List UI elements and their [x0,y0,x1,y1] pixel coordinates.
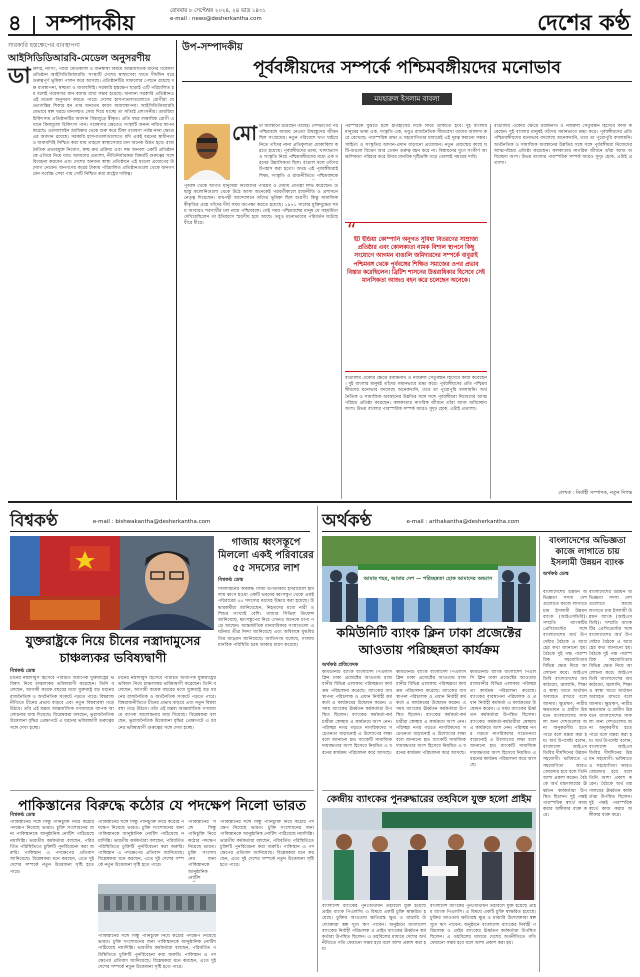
economy-email: e-mail : arthakantha@desherkantha.com [406,518,520,525]
header-email: e-mail : news@desherkantha.com [170,15,262,22]
economy-section-header [322,508,632,532]
world-section-header [10,508,310,532]
isdb-article [543,536,632,581]
isdb-headline: বাংলাদেশের অভিজ্ঞতা কাজে লাগাতে চায় ইসলামী উন্নয়ন ব্যাংক [549,536,626,568]
community-bank-col2: কমিউনিটি ব্যাংক বাংলাদেশ পিএলসি ক্লিন ঢাকা প্রজেক্টের আওতায় রাজধানীর বিভিন্ন এলাকায় পরিচ্ছন্নতা কার্যক্রম পরিচালনা করেছে। ব্যাংকের ব্যবস্থাপনা পরিচালক ও প্রধান নির্বাহী কর্মকর্তা এ কার্যক্রমের উদ্বোধন করেন। এ সময় ব্যাংকের ঊর্ধ্বতন কর্মকর্তারা উপস্থিত ছিলেন। ব্যাংকের কর্মকর্তা-কর্মচারীরা স্বেচ্ছায় এ কার্যক্রমে অংশ নেন। পরিচ্ছন্ন নগর গড়তে নাগরিকদের সচেতনতা বাড়ানোই এ উদ্যোগের লক্ষ্য বলে জানানো হয়। ব্যাংকটি সামাজিক দায়বদ্ধতার অংশ হিসেবে নিয়মিত এ ধরনের কার্যক্রম পরিচালনা করে আসছে। [396,670,466,756]
prime-bank-col1: বাংলাদেশ ব্যাংকের পুনঃঅর্থায়ন তহবিলে যুক্ত হয়েছে প্রাইম ব্যাংক পিএলসি। এ বিষয়ে একটি চুক্তি স্বাক্ষরিত হয়েছে। চুক্তির আওতায় ক্ষতিগ্রস্ত ক্ষুদ্র ও মাঝারি উদ্যোক্তারা স্বল্প সুদে ঋণ পাবেন। অনুষ্ঠানে বাংলাদেশ ব্যাংকের নির্বাহী পরিচালক ও প্রাইম ব্যাংকের ঊর্ধ্বতন কর্মকর্তারা উপস্থিত ছিলেন। এ তহবিলের মাধ্যমে দেশের অর্থনীতিতে গতি ফেরানো সম্ভব হবে বলে আশা প্রকাশ করা হয়। [322,904,426,953]
prime-bank-headline: কেন্দ্রীয় ব্যাংকের পুনরুদ্ধারের তহবিলে যুক্ত হলো প্রাইম [322,790,536,823]
prime-bank-col2: বাংলাদেশ ব্যাংকের পুনঃঅর্থায়ন তহবিলে যুক্ত হয়েছে প্রাইম ব্যাংক পিএলসি। এ বিষয়ে একটি চুক্তি স্বাক্ষরিত হয়েছে। চুক্তির আওতায় ক্ষতিগ্রস্ত ক্ষুদ্র ও মাঝারি উদ্যোক্তারা স্বল্প সুদে ঋণ পাবেন। অনুষ্ঠানে বাংলাদেশ ব্যাংকের নির্বাহী পরিচালক ও প্রাইম ব্যাংকের ঊর্ধ্বতন কর্মকর্তারা উপস্থিত ছিলেন। এ তহবিলের মাধ্যমে দেশের অর্থনীতিতে গতি ফেরানো সম্ভব হবে বলে আশা প্রকাশ করা হয়। [430,904,536,947]
divider [539,536,540,972]
divider [317,506,318,972]
china-body-col1: চীনের নস্ত্রাদামুস হিসেবে পরিচিত অধ্যাপক যুক্তরাষ্ট্রের ভবিষ্যৎ নিয়ে চাঞ্চল্যকর ভবিষ্যদ্বাণী করেছেন। তিনি বলেছেন, আগামী কয়েক বছরের মধ্যে যুক্তরাষ্ট্র বড় ধরনের রাজনৈতিক ও অর্থনৈতিক সংকটে পড়তে পারে। বিশ্বরাজনীতিতে চীনের প্রভাব বাড়বে এবং নতুন বিশ্বব্যবস্থা গড়ে উঠবে। তাঁর এই মন্তব্য আন্তর্জাতিক গণমাধ্যমে ব্যাপক আলোচনার জন্ম দিয়েছে। বিশ্লেষকরা বলছেন, ভূরাজনৈতিক উত্তেজনা বৃদ্ধির প্রেক্ষাপটে এ ধরনের ভবিষ্যদ্বাণী গুরুত্বের সঙ্গে দেখা হচ্ছে। [10,676,114,731]
india-body-col3: পাকিস্তানের সঙ্গে সিন্ধু পানিচুক্তি নিয়ে কঠোর পদক্ষেপ নিয়েছে ভারত। চুক্তি সংশোধনের জন্য পাকিস্তানকে আনুষ্ঠানিক নোটিশ পাঠিয়েছে নয়াদিল্লি। ভারতীয় কর্মকর্তারা বলছেন, পরিবর্তিত পরিস্থিতিতে চুক্তিটি পুনর্বিবেচনা করা জরুরি। পাকিস্তান এ পদক্ষেপের প্রতিবাদ জানিয়েছে। বিশ্লেষকরা মনে করছেন, এতে দুই দেশের সম্পর্কে নতুন উত্তেজনা সৃষ্টি হতে পারে। [98,934,216,970]
quote-text: ইট ইন্ডিয়া কোম্পানি অনুগত সুবিধা বিতরণের সাম্রাজ্য প্রতিষ্ঠার এবং কোলকাতা নামক বিশাল স্থাপনে কিছু সংযোগে আগমন বাঙালি জমিদারদের সম্পর্কে বাবুরাই পশ্চিমবঙ্গ থেকে পূর্ববঙ্গের শিক্ষিত সমাজের ওপর প্রভাব বিস্তার করেছিলেন। ব্রিটিশ শাসনের উত্তরাধিকার হিসেবে সেই মানসিকতা আজও বহন করে চলেছেন অনেকে। [347,237,485,285]
banner-text: আমার শহর, আমার দেশ — পরিচ্ছন্নতা হোক আমাদের অভ্যাস [363,576,493,582]
editorial-column [8,40,174,500]
india-body-col4: পাকিস্তানের সঙ্গে সিন্ধু পানিচুক্তি নিয়ে কঠোর পদক্ষেপ নিয়েছে ভারত। চুক্তি সংশোধনের জন্য পাকিস্তানকে আনুষ্ঠানিক নোটিশ পাঠিয়েছে নয়াদিল্লি। ভারতীয় কর্মকর্তারা বলছেন, পরিবর্তিত পরিস্থিতিতে চুক্তিটি পুনর্বিবেচনা করা জরুরি। পাকিস্তান এ পদক্ষেপের প্রতিবাদ জানিয়েছে। বিশ্লেষকরা মনে করছেন, এতে দুই দেশের সম্পর্কে নতুন উত্তেজনা সৃষ্টি হতে পারে। [220,820,314,869]
date-text: রোববার ৮ সেপ্টেম্বর ২০২৪, ২৪ ভাদ্র ১৪৩১ [170,8,266,14]
china-body-col2: চীনের নস্ত্রাদামুস হিসেবে পরিচিত অধ্যাপক যুক্তরাষ্ট্রের ভবিষ্যৎ নিয়ে চাঞ্চল্যকর ভবিষ্যদ্বাণী করেছেন। তিনি বলেছেন, আগামী কয়েক বছরের মধ্যে যুক্তরাষ্ট্র বড় ধরনের রাজনৈতিক ও অর্থনৈতিক সংকটে পড়তে পারে। বিশ্বরাজনীতিতে চীনের প্রভাব বাড়বে এবং নতুন বিশ্বব্যবস্থা গড়ে উঠবে। তাঁর এই মন্তব্য আন্তর্জাতিক গণমাধ্যমে ব্যাপক আলোচনার জন্ম দিয়েছে। বিশ্লেষকরা বলছেন, ভূরাজনৈতিক উত্তেজনা বৃদ্ধির প্রেক্ষাপটে এ ধরনের ভবিষ্যদ্বাণী গুরুত্বের সঙ্গে দেখা হচ্ছে। [118,676,216,731]
prime-bank-photo [322,808,536,900]
op-ed-byline: লেখক : নির্বাহী সম্পাদক, নতুন দিগন্ত [558,490,632,496]
op-ed-col-1 [232,121,338,180]
section-name: সম্পাদকীয় [46,10,135,35]
india-body-col2: পাকিস্তানের সঙ্গে সিন্ধু পানিচুক্তি নিয়ে কঠোর পদক্ষেপ নিয়েছে ভারত। চুক্তি সংশোধনের জন্য পাকিস্তানকে আনুষ্ঠানিক নোটিশ পাঠিয়েছে নয়াদিল্লি। ভারতীয় কর্মকর্তারা বলছেন, পরিবর্তিত পরিস্থিতিতে চুক্তিটি পুনর্বিবেচনা করা জরুরি। পাকিস্তান এ পদক্ষেপের প্রতিবাদ জানিয়েছে। বিশ্লেষকরা মনে করছেন, এতে দুই দেশের সম্পর্কে নতুন উত্তেজনা সৃষ্টি হতে পারে। [98,820,184,869]
page-masthead [8,7,135,42]
world-email: e-mail : bishwakantha@desherkantha.com [92,518,211,525]
community-bank-headline: কমিউনিটি ব্যাংক ক্লিন ঢাকা প্রজেক্টের আওতায় পরিচ্ছন্নতা কার্যক্রম [336,625,522,657]
economy-section-title: অর্থকণ্ঠ [322,511,372,531]
op-ed-section [182,40,632,109]
divider [176,40,177,500]
brand-logo: দেশের কণ্ঠ [537,10,630,36]
gaza-headline: গাজায় ধ্বংসস্তূপে মিললো একই পরিবারের ৫৫ সদস্যের লাশ [218,537,314,574]
divider [490,124,491,499]
isdb-col2: বাংলাদেশের উন্নয়ন অভিজ্ঞতা সদস্য দেশগুলোতে কাজে লাগাতে চায় ইসলামী উন্নয়ন ব্যাংক (আইএসডিবি)। সম্প্রতি ব্যাংকটির প্রেসিডেন্টের সঙ্গে বাংলাদেশের অর্থ উপদেষ্টার বৈঠকে এ আগ্রহের কথা জানানো হয়। বৈঠকে দুই পক্ষ পারস্পরিক সহযোগিতার বিভিন্ন ক্ষেত্র নিয়ে আলোচনা করে। আইএসডিবি বাংলাদেশের অবকাঠামো, জ্বালানি, শিক্ষা ও স্বাস্থ্য খাতে অর্থায়ন অব্যাহত রাখবে বলে জানায়। ক্ষুদ্রঋণ, নারীর ক্ষমতায়ন ও গ্রামীণ উন্নয়নে বাংলাদেশের সাফল্য অন্য দেশগুলোর জন্য অনুকরণীয় হতে পারে বলে মন্তব্য করা হয়। অর্থ উপদেষ্টা বলেন, বাংলাদেশ আইএসডিবির দীর্ঘদিনের উন্নয়ন সহযোগী। ভবিষ্যতে এ সহযোগিতা আরও জোরদার হবে বলে তিনি আশা প্রকাশ করেন। বৈঠকে অর্থ মন্ত্রণালয়ের ঊর্ধ্বতন কর্মকর্তারা উপস্থিত ছিলেন। দুই পক্ষই পারস্পরিক স্বার্থে কাজ করার অঙ্গীকার ব্যক্ত করে। [589,590,632,819]
editorial-kicker: সারকারি হস্তক্ষেপের ব্যবস্থাপনা [8,42,80,49]
op-ed-col-2b: বাঙালির ঐক্যের ক্ষেত্রে রবীন্দ্রনাথ ও নজরুল সেতুবন্ধন হিসেবে কাজ করেছেন। দুই বাংলার মানুষই তাঁদের সমানভাবে শ্রদ্ধা করে। পূর্ববঙ্গীয়দের প্রতি পশ্চিমবঙ্গীয়দের মনোভাব বদলেছে অনেকখানি, তবে তা পুরোপুরি বদলায়নি। অর্থনৈতিক ও সামাজিক অবস্থানের উন্নতির সঙ্গে সঙ্গে পূর্ববঙ্গীয়রা নিজেদের আত্মপরিচয় প্রতিষ্ঠা করেছেন। কলকাতার নাগরিক জীবনে তাঁরা আজ অবিচ্ছেদ্য অংশ। উভয় বাংলার পারস্পরিক সম্পর্ক আরও সুদৃঢ় হোক, এটাই প্রত্যাশা। [345,376,487,413]
pull-quote [345,222,487,372]
editorial-dropcap: ডা [8,64,31,89]
community-bank-col3: কমিউনিটি ব্যাংক বাংলাদেশ পিএলসি ক্লিন ঢাকা প্রজেক্টের আওতায় রাজধানীর বিভিন্ন এলাকায় পরিচ্ছন্নতা কার্যক্রম পরিচালনা করেছে। ব্যাংকের ব্যবস্থাপনা পরিচালক ও প্রধান নির্বাহী কর্মকর্তা এ কার্যক্রমের উদ্বোধন করেন। এ সময় ব্যাংকের ঊর্ধ্বতন কর্মকর্তারা উপস্থিত ছিলেন। ব্যাংকের কর্মকর্তা-কর্মচারীরা স্বেচ্ছায় এ কার্যক্রমে অংশ নেন। পরিচ্ছন্ন নগর গড়তে নাগরিকদের সচেতনতা বাড়ানোই এ উদ্যোগের লক্ষ্য বলে জানানো হয়। ব্যাংকটি সামাজিক দায়বদ্ধতার অংশ হিসেবে নিয়মিত এ ধরনের কার্যক্রম পরিচালনা করে আসছে। [470,670,536,769]
india-headline: পাকিস্তানের বিরুদ্ধে কঠোর যে পদক্ষেপ নিলো ভারত [10,790,314,818]
author-photo [184,124,230,180]
isdb-col1: বাংলাদেশের উন্নয়ন অভিজ্ঞতা সদস্য দেশগুলোতে কাজে লাগাতে চায় ইসলামী উন্নয়ন ব্যাংক (আইএসডিবি)। সম্প্রতি ব্যাংকটির প্রেসিডেন্টের সঙ্গে বাংলাদেশের অর্থ উপদেষ্টার বৈঠকে এ আগ্রহের কথা জানানো হয়। বৈঠকে দুই পক্ষ পারস্পরিক সহযোগিতার বিভিন্ন ক্ষেত্র নিয়ে আলোচনা করে। আইএসডিবি বাংলাদেশের অবকাঠামো, জ্বালানি, শিক্ষা ও স্বাস্থ্য খাতে অর্থায়ন অব্যাহত রাখবে বলে জানায়। ক্ষুদ্রঋণ, নারীর ক্ষমতায়ন ও গ্রামীণ উন্নয়নে বাংলাদেশের সাফল্য অন্য দেশগুলোর জন্য অনুকরণীয় হতে পারে বলে মন্তব্য করা হয়। অর্থ উপদেষ্টা বলেন, বাংলাদেশ আইএসডিবির দীর্ঘদিনের উন্নয়ন সহযোগী। ভবিষ্যতে এ সহযোগিতা আরও জোরদার হবে বলে তিনি আশা প্রকাশ করেন। বৈঠকে অর্থ মন্ত্রণালয়ের ঊর্ধ্বতন কর্মকর্তারা উপস্থিত ছিলেন। দুই পক্ষই পারস্পরিক স্বার্থে কাজ করার অঙ্গীকার ব্যক্ত করে। [543,590,587,819]
world-section-title: বিশ্বকণ্ঠ [10,511,58,531]
editorial-title: আইসিডিডিআরবি-মেডেল অনুসরণীয় [8,53,151,64]
op-ed-col-3: বাঙালির ঐক্যের ক্ষেত্রে রবীন্দ্রনাথ ও নজরুল সেতুবন্ধন হিসেবে কাজ করেছেন। দুই বাংলার মানুষই তাঁদের সমানভাবে শ্রদ্ধা করে। পূর্ববঙ্গীয়দের প্রতি পশ্চিমবঙ্গীয়দের মনোভাব বদলেছে অনেকখানি, তবে তা পুরোপুরি বদলায়নি। অর্থনৈতিক ও সামাজিক অবস্থানের উন্নতির সঙ্গে সঙ্গে পূর্ববঙ্গীয়রা নিজেদের আত্মপরিচয় প্রতিষ্ঠা করেছেন। কলকাতার নাগরিক জীবনে তাঁরা আজ অবিচ্ছেদ্য অংশ। উভয় বাংলার পারস্পরিক সম্পর্ক আরও সুদৃঢ় হোক, এটাই প্রত্যাশা। [494,124,632,167]
china-headline: যুক্তরাষ্ট্রকে নিয়ে চীনের নস্ত্রাদামুসের চাঞ্চল্যকর ভবিষ্যদ্বাণী [25,633,201,665]
gaza-byline: বিশ্বকণ্ঠ ডেস্ক [218,577,244,583]
op-ed-title: পূর্ববঙ্গীয়দের সম্পর্কে পশ্চিমবঙ্গীয়দের মনোভাব [182,57,632,82]
op-ed-col-2: পরস্পরকে বুঝতে হলে ইতিহাসের দিকে ফিরে তাকাতে হবে। দুই বাংলার মানুষের ভাষা এক, সংস্কৃতি এক, তবুও রাজনৈতিক সীমারেখা তাদের আলাদা করে রেখেছে। পারস্পরিক শ্রদ্ধা ও সহযোগিতার মাধ্যমেই এই দূরত্ব কমানো সম্ভব। সাহিত্য ও সংস্কৃতির আদান-প্রদান বাড়ানো প্রয়োজন। নতুন প্রজন্মের কাছে ঘটি-বাঙাল বিভেদ আর তেমন গুরুত্ব বহন করে না। বিশ্বায়নের যুগে সংকীর্ণ আঞ্চলিকতা পরিহার করে উদার মানবিক দৃষ্টিভঙ্গি গড়ে তোলাই সময়ের দাবি। [345,124,487,161]
divider [341,124,342,499]
community-bank-photo [322,536,536,622]
op-ed-author: মযহারুল ইসলাম বাবলা [362,93,451,105]
gaza-body: ফিলিস্তিনের অবরুদ্ধ গাজা উপত্যকায় ইসরায়েলি হামলায় ধ্বংস হওয়া একটি ভবনের ধ্বংসস্তূপ থেকে একই পরিবারের ৫৫ সদস্যের মরদেহ উদ্ধার করা হয়েছে। উদ্ধারকর্মীরা জানিয়েছেন, নিহতদের মধ্যে নারী ও শিশুর সংখ্যাই বেশি। গাজার সিভিল ডিফেন্স জানিয়েছে, ধ্বংসস্তূপের নিচে এখনও অনেকে চাপা পড়ে আছেন। আন্তর্জাতিক মানবাধিকার সংস্থাগুলো এ ঘটনার তীব্র নিন্দা জানিয়েছে এবং অবিলম্বে যুদ্ধবিরতির আহ্বান জানিয়েছে। জাতিসংঘ বলেছে, গাজায় মানবিক পরিস্থিতি চরম আকার ধারণ করেছে। [218,587,314,648]
india-body-col1: পাকিস্তানের সঙ্গে সিন্ধু পানিচুক্তি নিয়ে কঠোর পদক্ষেপ নিয়েছে ভারত। চুক্তি সংশোধনের জন্য পাকিস্তানকে আনুষ্ঠানিক নোটিশ পাঠিয়েছে নয়াদিল্লি। ভারতীয় কর্মকর্তারা বলছেন, পরিবর্তিত পরিস্থিতিতে চুক্তিটি পুনর্বিবেচনা করা জরুরি। পাকিস্তান এ পদক্ষেপের প্রতিবাদ জানিয়েছে। বিশ্লেষকরা মনে করছেন, এতে দুই দেশের সম্পর্কে নতুন উত্তেজনা সৃষ্টি হতে পারে। [10,820,94,875]
gaza-article [218,536,314,787]
editorial-body: ক্তারি, নার্সিং, প্যারা মেডিক্যাল ও জনস্বাস্থ্য বিষয়ে আন্তর্জাতিক মানের গবেষণা প্রতিষ্ঠান আইসিডিডিআরবি। সংস্থাটি দেশের স্বাস্থ্যসেবা খাতে দীর্ঘদিন ধরে গুরুত্বপূর্ণ ভূমিকা পালন করে আসছে। প্রতিষ্ঠানটির সাফল্যের পেছনে রয়েছে দক্ষ ব্যবস্থাপনা, স্বচ্ছতা ও জবাবদিহি। সরকারি হস্তক্ষেপ ছাড়াই এটি পরিচালিত হয় বলেই গবেষণার মান বজায় রাখা সম্ভব হয়েছে। অন্যান্য সরকারি প্রতিষ্ঠানও এই মডেল অনুসরণ করতে পারে। দেশের হাসপাতালগুলোতে রোগীরা যে ভোগান্তির শিকার হন তার অন্যতম কারণ অব্যবস্থাপনা। আইসিডিডিআরবি যেভাবে স্বল্প খরচে মানসম্মত সেবা দিয়ে যাচ্ছে তা সত্যিই প্রশংসনীয়। ডায়রিয়া চিকিৎসায় প্রতিষ্ঠানটির অবদান বিশ্বজুড়ে স্বীকৃত। প্রতি বছর লক্ষাধিক রোগী এখানে বিনামূল্যে চিকিৎসা পান। গবেষণার ক্ষেত্রেও সংস্থাটি অনন্য নজির স্থাপন করেছে। ওরস্যালাইন আবিষ্কার থেকে শুরু করে টিকা গবেষণা পর্যন্ত নানা ক্ষেত্রে এর অবদান রয়েছে। সরকারি হাসপাতালগুলোতে যদি একই ধরনের স্বাধীনতা ও জবাবদিহি নিশ্চিত করা যায় তাহলে স্বাস্থ্যসেবার মান অনেক উন্নত হবে। রাজনৈতিক প্রভাবমুক্ত নিয়োগ, স্বচ্ছ ক্রয় প্রক্রিয়া এবং দক্ষ জনবল একটি প্রতিষ্ঠানকে এগিয়ে নিয়ে যায়। আমাদের প্রত্যাশা, নীতিনির্ধারকরা বিষয়টি গুরুত্বের সঙ্গে বিবেচনা করবেন এবং দেশের অন্যান্য স্বাস্থ্য প্রতিষ্ঠানে এই মডেল প্রয়োগের উদ্যোগ নেবেন। জনগণের করের টাকায় পরিচালিত প্রতিষ্ঠানগুলো থেকে জনগণ যেন সর্বোচ্চ সেবা পায় সেটি নিশ্চিত করা রাষ্ট্রের দায়িত্ব। [32,67,174,178]
section-rule [8,501,632,503]
page-number: ৪ [8,10,22,35]
india-body-col5: পাকিস্তানের সঙ্গে সিন্ধু পানিচুক্তি নিয়ে কঠোর পদক্ষেপ নিয়েছে ভারত। চুক্তি সংশোধনের জন্য পাকিস্তানকে আনুষ্ঠানিক নোটিশ [188,820,216,881]
op-ed-col-1b: পূর্ববঙ্গ থেকে আগত মানুষেরা নিজেদের পরিশ্রম ও মেধায় প্রতিষ্ঠা লাভ করেছেন। উদ্বাস্তু কলোনিগুলো থেকে উঠে আসা অনেকেই পরবর্তীকালে রাজনীতি ও প্রশাসনে নেতৃত্ব দিয়েছেন। বামপন্থী আন্দোলনে তাঁদের ভূমিকা ছিল অগ্রণী। কিন্তু সামাজিক স্বীকৃতির প্রশ্নে তাঁদের দীর্ঘ সময় অপেক্ষা করতে হয়েছে। ১৯৭১ সালের মুক্তিযুদ্ধের সময় আবারও শরণার্থীর ঢল নামে পশ্চিমবঙ্গে। সেই সময় পশ্চিমবঙ্গের মানুষ যে সহমর্মিতা দেখিয়েছিলেন তা ইতিহাসে স্মরণীয় হয়ে আছে। তবুও মনোভাবের পরিবর্তন ঘটেছে ধীরে ধীরে। [184,184,338,227]
op-ed-kicker: উপ-সম্পাদকীয় [182,42,243,53]
quote-mark: “ [347,220,357,241]
india-byline: বিশ্বকণ্ঠ ডেস্ক [10,812,36,818]
dam-photo [98,884,216,932]
op-ed-dropcap: মো [232,121,258,145]
dateline [170,8,266,23]
china-byline: বিশ্বকণ্ঠ ডেস্ক [10,668,36,674]
china-photo [10,536,214,630]
op-ed-col1-text: টা অবস্থানে রয়েছেন তাঁরাই। দেশভাগের পর পশ্চিমবঙ্গে আশ্রয় নেওয়া উদ্বাস্তুদের জীবন ছিল সংগ্রামের। নতুন পরিবেশে খাপ খাইয়ে নিতে তাঁদের নানা প্রতিকূলতা মোকাবিলা করতে হয়েছে। পূর্ববঙ্গীয়দের ভাষা, খাদ্যাভ্যাস ও সংস্কৃতি নিয়ে পশ্চিমবঙ্গীয়দের মধ্যে এক ধরনের উন্নাসিকতা ছিল। বাঙাল বলে তাঁদের উপহাস করা হতো। অথচ এই পূর্ববঙ্গীয়রাই শিক্ষা, সংস্কৃতি ও রাজনীতিতে পশ্চিমবঙ্গকে [259,124,338,179]
isdb-byline: অর্থকণ্ঠ ডেস্ক [543,571,569,577]
community-bank-byline: অর্থকণ্ঠ প্রতিবেদক [322,662,359,668]
community-bank-col1: কমিউনিটি ব্যাংক বাংলাদেশ পিএলসি ক্লিন ঢাকা প্রজেক্টের আওতায় রাজধানীর বিভিন্ন এলাকায় পরিচ্ছন্নতা কার্যক্রম পরিচালনা করেছে। ব্যাংকের ব্যবস্থাপনা পরিচালক ও প্রধান নির্বাহী কর্মকর্তা এ কার্যক্রমের উদ্বোধন করেন। এ সময় ব্যাংকের ঊর্ধ্বতন কর্মকর্তারা উপস্থিত ছিলেন। ব্যাংকের কর্মকর্তা-কর্মচারীরা স্বেচ্ছায় এ কার্যক্রমে অংশ নেন। পরিচ্ছন্ন নগর গড়তে নাগরিকদের সচেতনতা বাড়ানোই এ উদ্যোগের লক্ষ্য বলে জানানো হয়। ব্যাংকটি সামাজিক দায়বদ্ধতার অংশ হিসেবে নিয়মিত এ ধরনের কার্যক্রম পরিচালনা করে আসছে। [322,670,392,756]
